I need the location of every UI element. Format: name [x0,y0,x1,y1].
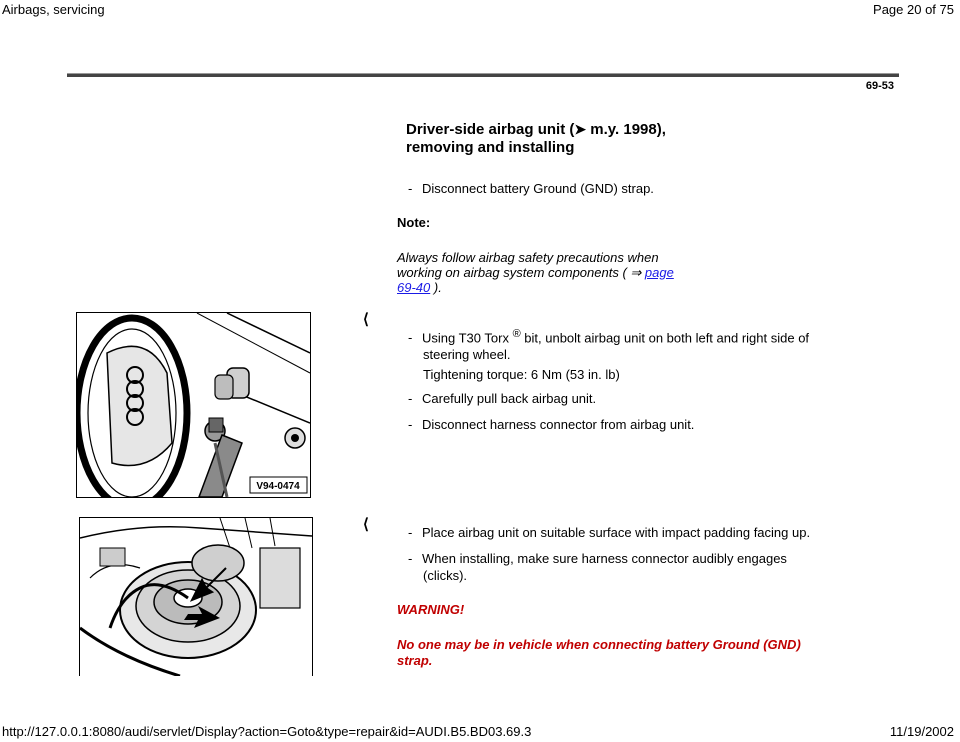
section-number: 69-53 [865,80,894,92]
figure-airbag-unit [79,517,313,676]
step1-text-pre: Using T30 Torx [422,330,513,346]
figure-label: V94-0474 [256,481,300,492]
note-end: ). [430,280,442,295]
airbag-unit-illustration [80,518,312,676]
title-line1-pre: Driver-side airbag unit ( [406,121,575,138]
intro-step [408,180,654,197]
fig2-step2-line1: When installing, make sure harness connector audibly engages [422,551,787,566]
figure-steering-wheel [76,312,311,498]
document-title: Airbags, servicing [2,2,105,17]
note-body [397,250,674,295]
warning-line1: No one may be in vehicle when connecting battery Ground (GND) [397,637,801,652]
dash-icon: - [408,551,413,566]
steering-wheel-illustration [77,313,310,497]
warning-label: WARNING! [397,602,465,617]
figure1-step-1 [408,326,878,363]
dash-icon: - [408,330,413,346]
title-line1-post: m.y. 1998), [586,121,666,138]
step1-text-line2: steering wheel. [423,347,511,363]
dash-icon: - [408,181,413,196]
torque-spec: Tightening torque: 6 Nm (53 in. lb) [423,367,620,382]
figure1-step-2 [408,390,596,407]
figure2-step-1 [408,524,810,541]
warning-body [397,637,801,669]
step3-text: Disconnect harness connector from airbag unit. [422,417,695,432]
left-arrow-icon: ⟨ [363,311,369,328]
fig2-step2-line2: (clicks). [423,568,468,583]
footer-url: http://127.0.0.1:8080/audi/servlet/Display?action=Goto&type=repair&id=AUDI.B5.BD03.69.3 [2,724,532,739]
page-link-number[interactable]: 69-40 [397,280,431,295]
dash-icon: - [408,417,413,432]
step2-text: Carefully pull back airbag unit. [422,391,597,406]
page-title [406,120,666,157]
warning-line2: strap. [397,653,433,668]
page-link[interactable]: page [644,265,674,280]
page-indicator: Page 20 of 75 [873,2,954,17]
title-line2: removing and installing [406,139,575,156]
header-rule [67,73,899,77]
figure2-step-2 [408,550,787,584]
step1-text-post: bit, unbolt airbag unit on both left and right side of [520,330,810,346]
note-line2: working on airbag system components ( ⇒ [397,265,645,280]
fig2-step1-text: Place airbag unit on suitable surface with impact padding facing up. [422,525,811,540]
intro-step-text: Disconnect battery Ground (GND) strap. [422,181,654,196]
left-arrow-icon: ⟨ [363,516,369,533]
figure1-step-3 [408,416,694,433]
footer-date: 11/19/2002 [889,724,954,739]
registered-icon: ® [512,328,521,340]
note-label: Note: [397,215,431,230]
dash-icon: - [408,391,413,406]
greater-than-arrow-icon: ➤ [574,121,587,137]
note-line1: Always follow airbag safety precautions when [397,250,659,265]
dash-icon: - [408,525,413,540]
